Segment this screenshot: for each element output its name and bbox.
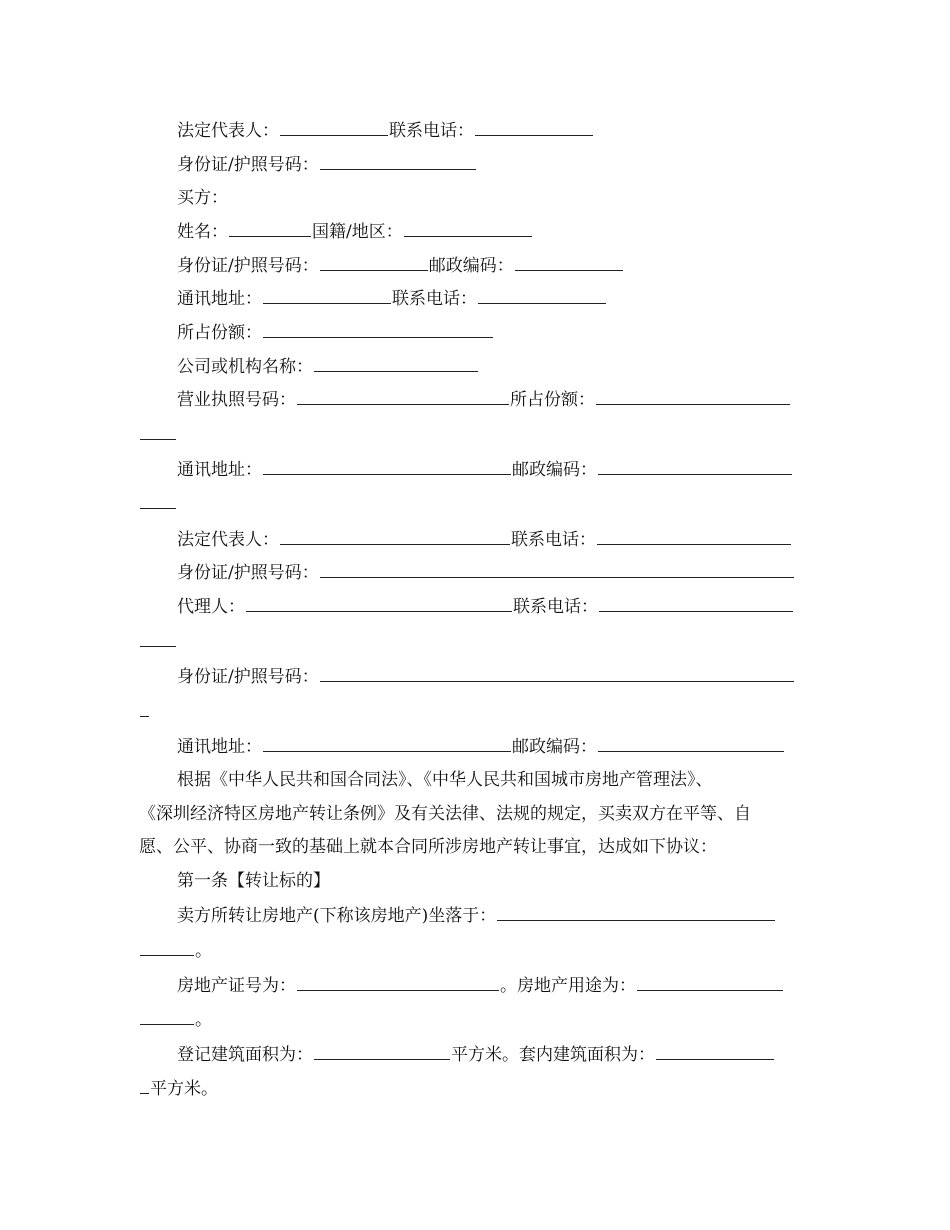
use-blank-continued[interactable]: [140, 1008, 194, 1025]
license-line: [177, 388, 791, 411]
postcode2-blank-continued[interactable]: [140, 492, 176, 509]
postcode-blank[interactable]: [515, 254, 623, 271]
id-blank[interactable]: [320, 153, 476, 170]
agent-phone-blank[interactable]: [599, 595, 793, 612]
intro-line-1: [177, 769, 713, 791]
intro-line-3: [139, 836, 717, 858]
inner-area-blank[interactable]: [656, 1043, 774, 1060]
agent-postcode-label: 邮政编码：: [512, 737, 597, 757]
phone-blank[interactable]: [478, 287, 606, 304]
address-label: 通讯地址：: [177, 289, 262, 309]
company-address-line: [177, 458, 793, 481]
phone2-label: 联系电话：: [511, 530, 596, 550]
intro-text-3: 愿、公平、协商一致的基础上就本合同所涉房地产转让事宜，达成如下协议：: [139, 837, 717, 857]
buyer-share-line: [177, 321, 494, 344]
company-id-line: [177, 561, 795, 584]
agent-line: [177, 595, 794, 618]
agent-postcode-blank[interactable]: [598, 735, 784, 752]
company-label: 公司或机构名称：: [177, 357, 313, 377]
area-unit: 平方米。套内建筑面积为：: [451, 1045, 655, 1065]
seller-legal-rep-line: [177, 119, 594, 142]
use-blank[interactable]: [637, 974, 783, 991]
name-blank[interactable]: [229, 220, 311, 237]
intro-text-1: 根据《中华人民共和国合同法》、《中华人民共和国城市房地产管理法》、: [177, 770, 713, 790]
location-blank[interactable]: [497, 904, 775, 921]
intro-text-2: 《深圳经济特区房地产转让条例》及有关法律、法规的规定，买卖双方在平等、自: [139, 804, 751, 824]
id-blank[interactable]: [320, 254, 428, 271]
buyer-heading-text: 买方：: [177, 188, 228, 208]
postcode2-blank[interactable]: [598, 458, 792, 475]
legal-rep-blank[interactable]: [280, 528, 510, 545]
name-label: 姓名：: [177, 222, 228, 242]
area-label: 登记建筑面积为：: [177, 1045, 313, 1065]
seller-id-line: [177, 153, 477, 176]
agent-id-blank[interactable]: [320, 665, 794, 682]
id-label: 身份证/护照号码：: [177, 155, 319, 175]
id-label: 身份证/护照号码：: [177, 256, 319, 276]
agent-label: 代理人：: [177, 597, 245, 617]
agent-address-label: 通讯地址：: [177, 737, 262, 757]
agent-blank[interactable]: [246, 595, 512, 612]
location-blank-continued[interactable]: [140, 939, 194, 956]
article-1-title-text: 第一条【转让标的】: [177, 871, 330, 891]
buyer-address-line: [177, 287, 607, 310]
company-line: [177, 355, 479, 378]
location-line: [177, 904, 776, 927]
phone-label: 联系电话：: [392, 289, 477, 309]
agent-id-blank-continued[interactable]: [140, 700, 149, 717]
share2-blank-continued[interactable]: [140, 423, 176, 440]
license-blank[interactable]: [297, 388, 509, 405]
nationality-label: 国籍/地区：: [312, 222, 403, 242]
address-wrap-line: [139, 492, 177, 515]
agent-id-wrap-line: [139, 700, 150, 723]
intro-line-2: [139, 803, 751, 825]
legal-rep-label: 法定代表人：: [177, 530, 279, 550]
agent-wrap-line: [139, 630, 177, 653]
buyer-heading: [177, 187, 228, 209]
agent-id-label: 身份证/护照号码：: [177, 667, 319, 687]
inner-area-unit: 平方米。: [150, 1079, 218, 1099]
agent-address-blank[interactable]: [263, 735, 511, 752]
id2-label: 身份证/护照号码：: [177, 563, 319, 583]
location-label: 卖方所转让房地产(下称该房地产)坐落于：: [177, 906, 497, 926]
cert-line: [177, 974, 784, 997]
location-wrap-line: [139, 939, 212, 962]
inner-area-blank-continued[interactable]: [140, 1077, 149, 1094]
use-label: 。房地产用途为：: [500, 976, 636, 996]
area-line: [177, 1043, 775, 1066]
address2-label: 通讯地址：: [177, 460, 262, 480]
share-blank[interactable]: [263, 321, 493, 338]
legal-rep-blank[interactable]: [280, 119, 388, 136]
agent-id-line: [177, 665, 795, 688]
address2-blank[interactable]: [263, 458, 511, 475]
phone-blank[interactable]: [475, 119, 593, 136]
article-1-title: [177, 870, 330, 892]
phone-label: 联系电话：: [389, 121, 474, 141]
company-legal-rep-line: [177, 528, 792, 551]
license-label: 营业执照号码：: [177, 390, 296, 410]
use-period: 。: [195, 1010, 212, 1030]
buyer-name-line: [177, 220, 533, 243]
postcode2-label: 邮政编码：: [512, 460, 597, 480]
agent-address-line: [177, 735, 785, 758]
share-label: 所占份额：: [177, 323, 262, 343]
legal-rep-label: 法定代表人：: [177, 121, 279, 141]
license-wrap-line: [139, 423, 177, 446]
address-blank[interactable]: [263, 287, 391, 304]
location-period: 。: [195, 941, 212, 961]
cert-label: 房地产证号为：: [177, 976, 296, 996]
agent-phone-blank-continued[interactable]: [140, 630, 176, 647]
use-wrap-line: [139, 1008, 212, 1031]
share2-blank[interactable]: [596, 388, 790, 405]
share2-label: 所占份额：: [510, 390, 595, 410]
agent-phone-label: 联系电话：: [513, 597, 598, 617]
cert-blank[interactable]: [297, 974, 499, 991]
nationality-blank[interactable]: [404, 220, 532, 237]
phone2-blank[interactable]: [597, 528, 791, 545]
postcode-label: 邮政编码：: [428, 256, 514, 276]
buyer-id-line: [177, 254, 624, 277]
inner-area-wrap-line: [139, 1077, 218, 1100]
id2-blank[interactable]: [320, 561, 794, 578]
area-blank[interactable]: [314, 1043, 450, 1060]
company-blank[interactable]: [314, 355, 478, 372]
